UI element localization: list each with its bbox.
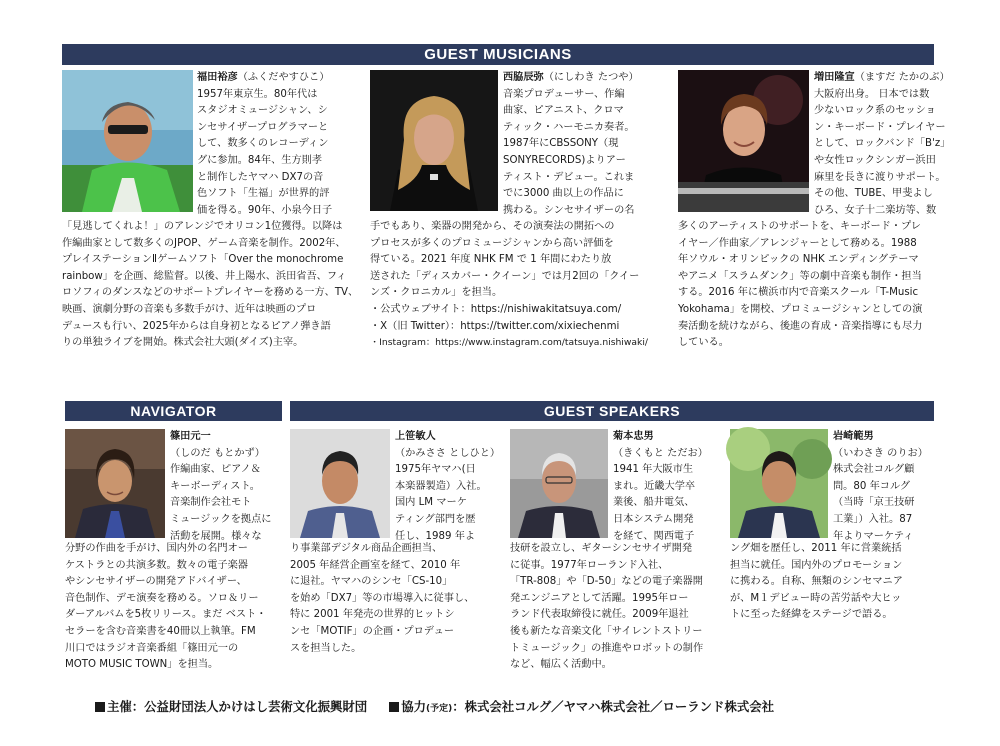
bio-line: が、M１デビュー時の苦労話や大ヒッ — [730, 592, 902, 604]
bio-line: 川口ではラジオ音楽番組「篠田元一の — [65, 642, 239, 654]
bio-line: 作編曲家として数多くのJPOP、ゲーム音楽を制作。2002年、 — [62, 237, 346, 249]
bio-line: まれ。近畿大学卒 — [613, 480, 696, 492]
bio-line: ・X（旧 Twitter）：https://twitter.com/xixiechenmi — [370, 320, 620, 332]
bio-line: 国内 LM マーケ — [395, 497, 467, 509]
cooperation-credit: ：株式会社コルグ／ヤマハ株式会社／ローランド株式会社 — [452, 699, 775, 714]
navigator-bio-bottom — [65, 541, 287, 681]
bio-line: 「TR-808」や「D-50」などの電子楽器開 — [510, 576, 703, 588]
musician-bio-fukuda-bottom — [62, 219, 359, 349]
bio-line: ンセ「MOTIF」の企画・プロデュー — [290, 625, 455, 637]
bio-line: 後も新たな音楽文化「サイレントストリー — [510, 625, 703, 637]
bio-line: デュースも行い、2025年からは自身初となるピアノ弾き語 — [62, 320, 331, 332]
bio-line: や女性ロックシンガー浜田 — [814, 154, 936, 166]
bio-line: 任し、1989 年よ — [395, 530, 476, 542]
bio-line: 映画、演劇分野の音楽も多数手がけ、近年は映画のプロ — [62, 303, 317, 315]
bio-line: （きくもと ただお） — [613, 447, 708, 459]
bio-line: トミュージック」の推進やロボットの制作 — [510, 642, 704, 654]
bio-line: する。2016 年に横浜市内で音楽スクール「T-Music — [678, 287, 919, 299]
speaker-bio-kamisasa-top — [395, 429, 510, 542]
speaker-bio-kikumoto-top — [613, 429, 733, 542]
bio-line: ・公式ウェブサイト：https://nishiwakitatsuya.com/ — [370, 303, 622, 315]
bio-line: 音色制作、デモ演奏を務める。ソロ＆リー — [65, 592, 259, 604]
bio-line: 年よりマーケティ — [833, 530, 914, 542]
bio-line: に携わる。自称、無類のシンセマニア — [730, 576, 903, 588]
bio-line: している。 — [678, 337, 729, 349]
cooperation-label: 協力 — [401, 699, 426, 714]
bio-line: 手でもあり、楽器の開発から、その演奏法の開拓への — [370, 221, 615, 232]
musician-bio-masuda-top — [814, 70, 964, 216]
bio-line: ング畑を歴任し、2011 年に営業統括 — [730, 543, 902, 554]
speaker-name: 上笹敏人 — [395, 431, 436, 442]
musician-reading: （にしわき たつや） — [543, 72, 639, 83]
bio-line: 担当に就任。国内外のプロモーション — [730, 559, 903, 571]
bio-line: キーボーディスト。 — [170, 480, 260, 492]
bio-line: に退社。ヤマハのシンセ「CS-10」 — [290, 576, 453, 588]
bio-line: ティック・ハーモニカ奏者。 — [503, 121, 635, 133]
musician-photo-fukuda — [62, 70, 193, 212]
bio-line: MOTO MUSIC TOWN」を担当。 — [65, 659, 219, 671]
section-header-guest-musicians: GUEST MUSICIANS — [62, 44, 934, 65]
bio-line: SONYRECORDS)よりアー — [503, 154, 626, 166]
bio-line: セラーを含む音楽書を40冊以上執筆。FM — [65, 625, 256, 637]
section-header-guest-speakers: GUEST SPEAKERS — [290, 401, 934, 421]
bio-line: （当時「京王技研 — [833, 497, 915, 509]
musician-reading: （ふくだやすひこ） — [237, 72, 330, 83]
bio-line: ひろ、女子十二楽坊等、数 — [814, 204, 937, 216]
bio-line: 価を得る。90年、小泉今日子 — [197, 204, 333, 216]
bio-line: 曲家、ピアニスト、クロマ — [503, 105, 624, 117]
speaker-name: 菊本忠男 — [613, 431, 654, 442]
square-bullet-icon — [95, 702, 105, 712]
bio-line: 少ないロック系のセッショ — [814, 105, 936, 117]
bio-line: 1957年東京生。80年代は — [197, 88, 318, 100]
musician-bio-fukuda-top — [197, 70, 339, 216]
musician-reading: （ますだ たかのぶ） — [854, 72, 950, 83]
speaker-bio-iwasaki-top — [833, 429, 958, 542]
bio-line: 送された「ディスカバー・クイーン」では月2回の「クイー — [370, 270, 640, 282]
bio-line: 本楽器製造）入社。 — [395, 480, 487, 492]
bio-line: トに至った経緯をステージで語る。 — [730, 609, 893, 621]
bio-line: 大阪府出身。 日本では数 — [814, 88, 930, 100]
navigator-bio-top — [170, 429, 290, 542]
musician-photo-nishiwaki — [370, 70, 498, 211]
bio-line: を経て、関西電子 — [613, 530, 695, 542]
bio-line: rainbow」を企画、総監督。以後、井上陽水、浜田省吾、フィ — [62, 270, 347, 282]
bio-line: 1987年にCBSSONY（現 — [503, 138, 619, 150]
speaker-photo-iwasaki — [730, 429, 828, 538]
bio-line: ロソフィのダンスなどのサポートプレイヤーを務める一方、TV、 — [62, 287, 359, 299]
bio-line: 1975年ヤマハ(日 — [395, 464, 476, 476]
bio-line: スを担当した。 — [290, 642, 362, 654]
bio-line: 「見逃してくれよ！」のアレンジでオリコン1位獲得。以降は — [62, 221, 343, 232]
bio-line: ティング部門を歴 — [395, 513, 476, 525]
speaker-photo-kamisasa — [290, 429, 390, 538]
bio-line: 音楽制作会社モト — [170, 497, 252, 509]
bio-line: に従事。1977年ローランド入社、 — [510, 559, 669, 571]
bio-line: 音楽プロデューサー、作編 — [503, 88, 625, 100]
section-header-navigator: NAVIGATOR — [65, 401, 282, 421]
bio-line: して、数多くのレコーディン — [197, 138, 329, 150]
bio-line: 技研を設立し、ギターシンセサイザ開発 — [510, 543, 693, 554]
bio-line: やアニメ「スラムダンク」等の劇中音楽も制作・担当 — [678, 270, 922, 282]
bio-line: その他、TUBE、甲斐よし — [814, 188, 933, 200]
bio-line: など、幅広く活動中。 — [510, 659, 612, 671]
bio-line: 株式会社コルグ顧 — [833, 464, 915, 476]
bio-line: 年ソウル・オリンピックの NHK エンディングテーマ — [678, 254, 919, 266]
bio-line: 2005 年経営企画室を経て、2010 年 — [290, 559, 461, 571]
bio-line: ンズ・クロニカル」を担当。 — [370, 287, 503, 299]
bio-line: 作編曲家、ピアノ＆ — [170, 464, 261, 476]
musician-bio-nishiwaki-top — [503, 70, 648, 222]
bio-line: ン・キーボード・プレイヤー — [814, 121, 946, 133]
bio-line: 携わる。シンセサイザーの名 — [503, 204, 635, 216]
bio-line: ティスト・デビュー。これま — [503, 171, 635, 183]
bio-line: ダーアルバムを5枚リリース。まだ ベスト・ — [65, 609, 267, 621]
square-bullet-icon — [389, 702, 399, 712]
bio-line: りの単独ライブを開始。株式会社大頭(ダイズ)主宰。 — [62, 337, 304, 349]
bio-line: 日本システム開発 — [613, 513, 694, 525]
organizer-credit: 主催：公益財団法人かけはし芸術文化振興財団 — [107, 699, 368, 714]
bio-line: として、ロックバンド「B'z」 — [814, 138, 951, 150]
bio-line: プロセスが多くのプロミュージシャンから高い評価を — [370, 237, 614, 249]
bio-line: 得ている。2021 年度 NHK FM で 1 年間にわたり放 — [370, 254, 612, 266]
speaker-bio-kamisasa-bottom — [290, 541, 505, 661]
speaker-name: 岩崎範男 — [833, 431, 874, 442]
bio-line: でに3000 曲以上の作品に — [503, 188, 624, 200]
navigator-photo-shinoda — [65, 429, 165, 538]
bio-line: やシンセサイザーの開発アドバイザー、 — [65, 576, 247, 588]
bio-line: 業後、船井電気、 — [613, 497, 695, 509]
cooperation-note: (予定) — [425, 704, 453, 714]
bio-line: Yokohama」を開校、プロミュージシャンとしての演 — [678, 303, 923, 315]
bio-line: 問。80 年コルグ — [833, 480, 911, 492]
speaker-photo-kikumoto — [510, 429, 608, 538]
bio-line: 分野の作曲を手がけ、国内外の名門オー — [65, 543, 248, 554]
musician-name: 増田隆宣 — [814, 72, 855, 83]
bio-line: イヤー／作曲家／アレンジャーとして務める。1988 — [678, 237, 917, 249]
credits-footer — [95, 695, 955, 719]
bio-line: ランド代表取締役に就任。2009年退社 — [510, 609, 689, 621]
musician-bio-nishiwaki-bottom — [370, 219, 660, 349]
musician-name: 福田裕彦 — [197, 72, 238, 83]
bio-line: （いわさき のりお） — [833, 447, 928, 459]
bio-line: スタジオミュージシャン、シ — [197, 105, 328, 117]
bio-line: ンセサイザープログラマーと — [197, 121, 329, 133]
bio-line: （かみささ としひと） — [395, 447, 501, 459]
musician-name: 西脇辰弥 — [503, 72, 544, 83]
speaker-bio-iwasaki-bottom — [730, 541, 960, 631]
bio-line: 特に 2001 年発売の世界的ヒットシ — [290, 609, 455, 621]
bio-line: ・Instagram：https://www.instagram.com/tatsuya.nishiwaki/ — [370, 337, 648, 349]
bio-line: ミュージックを拠点に — [170, 513, 272, 525]
bio-line: 奏活動を続けながら、後進の育成・音楽指導にも尽力 — [678, 320, 923, 332]
bio-line: 麻里を長きに渡りサポート。 — [814, 171, 946, 183]
bio-line: 活動を展開。様々な — [170, 530, 262, 542]
bio-line: 多くのアーティストのサポートを、キーボード・プレ — [678, 221, 921, 232]
bio-line: 工業」）入社。87 — [833, 513, 913, 525]
bio-line: グに参加。84年、生方則孝 — [197, 154, 323, 166]
speaker-bio-kikumoto-bottom — [510, 541, 732, 681]
bio-line: 発エンジニアとして活躍。1995年ロー — [510, 592, 689, 604]
navigator-name: 篠田元一 — [170, 431, 211, 442]
bio-line: 1941 年大阪市生 — [613, 464, 694, 476]
musician-photo-masuda — [678, 70, 809, 212]
bio-line: と制作したヤマハ DX7の音 — [197, 171, 324, 183]
bio-line: り事業部デジタル商品企画担当、 — [290, 543, 443, 554]
bio-line: ケストラとの共演多数。数々の電子楽器 — [65, 559, 248, 571]
bio-line: プレイステーションⅡゲームソフト「Over the monochrome — [62, 254, 344, 266]
bio-line: 色ソフト「生福」が世界的評 — [197, 188, 330, 200]
bio-line: を始め「DX7」等の市場導入に従事し、 — [290, 592, 475, 604]
bio-line: （しのだ もとかず） — [170, 447, 265, 459]
musician-bio-masuda-bottom — [678, 219, 968, 349]
